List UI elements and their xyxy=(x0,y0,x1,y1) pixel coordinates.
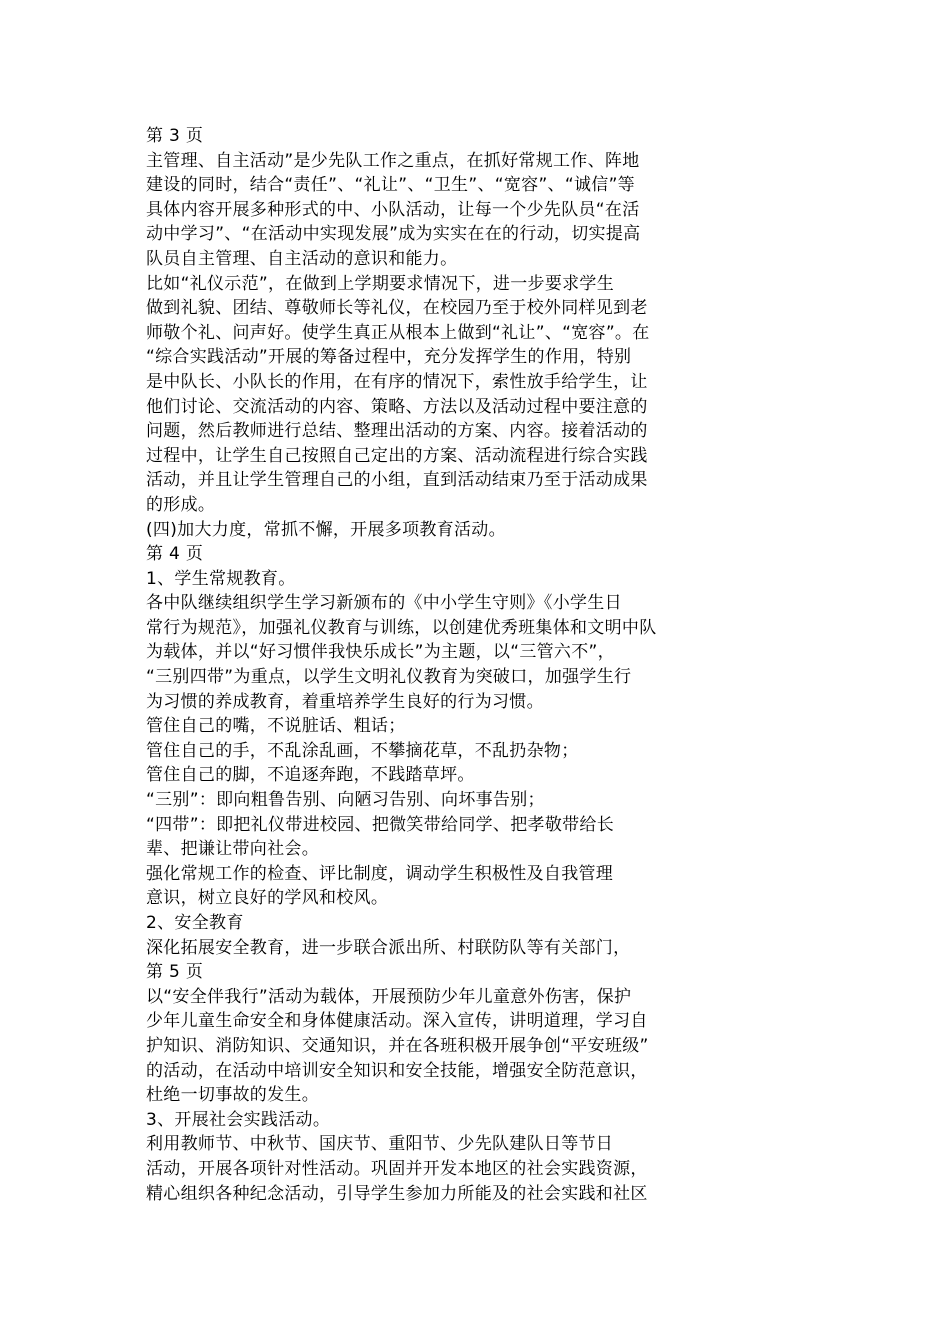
text-line: 少年儿童生命安全和身体健康活动。深入宣传，讲明道理，学习自 xyxy=(146,1011,648,1032)
text-line: “四带”：即把礼仪带进校园、把微笑带给同学、把孝敬带给长 xyxy=(146,814,615,835)
text-line: 意识，树立良好的学风和校风。 xyxy=(146,888,389,909)
text-line: 为载体，并以“好习惯伴我快乐成长”为主题，以“三管六不”， xyxy=(146,642,615,663)
text-line: 过程中，让学生自己按照自己定出的方案、活动流程进行综合实践 xyxy=(146,445,648,466)
text-line: 杜绝一切事故的发生。 xyxy=(146,1085,319,1106)
page-marker: 第 3 页 xyxy=(146,126,204,146)
text-line: 师敬个礼、问声好。使学生真正从根本上做到“礼让”、“宽容”。在 xyxy=(146,322,650,343)
text-line: 是中队长、小队长的作用，在有序的情况下，索性放手给学生，让 xyxy=(146,371,648,392)
text-line: 各中队继续组织学生学习新颁布的《中小学生守则》《小学生日 xyxy=(146,593,622,614)
text-line: 为习惯的养成教育，着重培养学生良好的行为习惯。 xyxy=(146,691,544,712)
text-line: 做到礼貌、团结、尊敬师长等礼仪，在校园乃至于校外同样见到老 xyxy=(146,298,648,319)
text-line: 的活动，在活动中培训安全知识和安全技能，增强安全防范意识， xyxy=(146,1060,648,1081)
text-line: 具体内容开展多种形式的中、小队活动，让每一个少先队员“在活 xyxy=(146,199,640,220)
text-line: 利用教师节、中秋节、国庆节、重阳节、少先队建队日等节日 xyxy=(146,1134,614,1155)
text-line: 管住自己的手，不乱涂乱画，不攀摘花草，不乱扔杂物； xyxy=(146,740,579,761)
text-line: “综合实践活动”开展的筹备过程中，充分发挥学生的作用，特别 xyxy=(146,347,632,368)
text-line: 动中学习”、“在活动中实现发展”成为实实在在的行动，切实提高 xyxy=(146,224,641,245)
text-line: 强化常规工作的检查、评比制度，调动学生积极性及自我管理 xyxy=(146,863,614,884)
text-line: 的形成。 xyxy=(146,494,216,515)
text-line: 他们讨论、交流活动的内容、策略、方法以及活动过程中要注意的 xyxy=(146,396,648,417)
page-marker: 第 4 页 xyxy=(146,544,204,565)
section-heading: 1、学生常规教育。 xyxy=(146,568,296,589)
text-line: 问题，然后教师进行总结、整理出活动的方案、内容。接着活动的 xyxy=(146,421,648,442)
document-body xyxy=(146,124,846,1206)
section-heading: 2、安全教育 xyxy=(146,913,244,933)
text-line: 辈、把谦让带向社会。 xyxy=(146,839,319,860)
text-line: 队员自主管理、自主活动的意识和能力。 xyxy=(146,248,458,269)
text-line: 常行为规范》，加强礼仪教育与训练，以创建优秀班集体和文明中队 xyxy=(146,617,657,638)
section-heading: (四)加大力度，常抓不懈，开展多项教育活动。 xyxy=(146,519,506,540)
text-line: 比如“礼仪示范”，在做到上学期要求情况下，进一步要求学生 xyxy=(146,273,615,294)
text-line: 活动，开展各项针对性活动。巩固并开发本地区的社会实践资源， xyxy=(146,1158,648,1179)
text-line: 以“安全伴我行”活动为载体，开展预防少年儿童意外伤害，保护 xyxy=(146,986,632,1007)
text-line: 精心组织各种纪念活动，引导学生参加力所能及的社会实践和社区 xyxy=(146,1183,648,1204)
text-line: 深化拓展安全教育，进一步联合派出所、村联防队等有关部门， xyxy=(146,937,631,958)
text-line: 活动，并且让学生管理自己的小组，直到活动结束乃至于活动成果 xyxy=(146,470,648,491)
text-line: “三别四带”为重点，以学生文明礼仪教育为突破口，加强学生行 xyxy=(146,667,632,688)
text-line: 主管理、自主活动”是少先队工作之重点，在抓好常规工作、阵地 xyxy=(146,150,640,171)
text-line: 管住自己的嘴，不说脏话、粗话； xyxy=(146,716,406,737)
section-heading: 3、开展社会实践活动。 xyxy=(146,1109,331,1130)
text-line: “三别”：即向粗鲁告别、向陋习告别、向坏事告别； xyxy=(146,790,545,811)
text-line: 护知识、消防知识、交通知识，并在各班积极开展争创“平安班级” xyxy=(146,1035,649,1056)
text-line: 管住自己的脚，不追逐奔跑，不践踏草坪。 xyxy=(146,765,475,786)
text-line: 建设的同时，结合“责任”、“礼让”、“卫生”、“宽容”、“诚信”等 xyxy=(146,175,635,196)
page-marker: 第 5 页 xyxy=(146,962,204,983)
